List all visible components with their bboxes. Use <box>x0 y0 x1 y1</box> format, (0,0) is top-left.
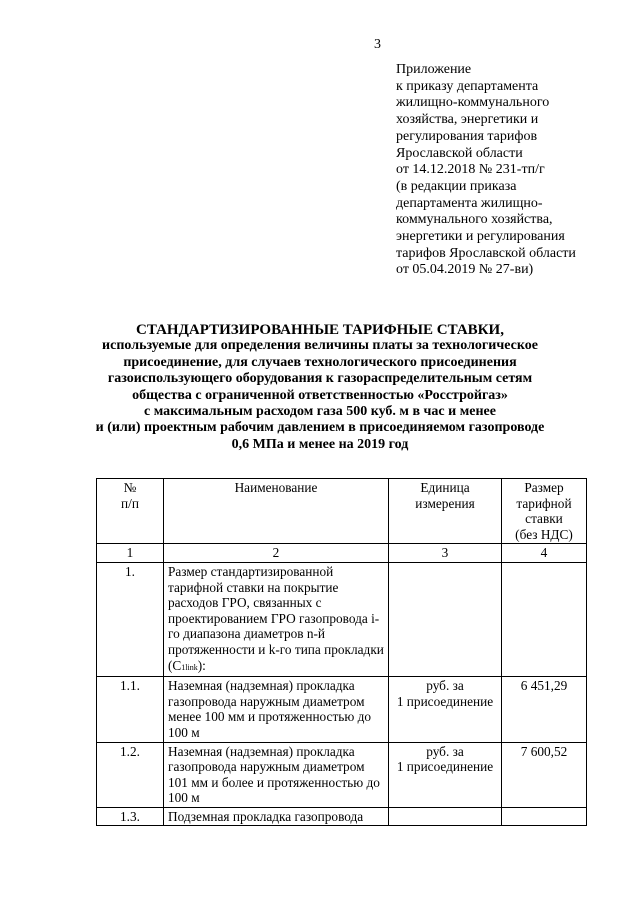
header-num <box>97 479 164 544</box>
title-line: общества с ограниченной ответственностью «Росстройгаз» <box>132 387 508 403</box>
row-num: 1.2. <box>97 742 164 807</box>
appendix-line: коммунального хозяйства, <box>396 212 553 228</box>
row-rate: 6 451,29 <box>502 677 587 742</box>
title-line: присоединение, для случаев технологического присоединения <box>123 354 517 370</box>
row-name-end: ): <box>197 657 206 673</box>
column-number: 3 <box>389 544 502 563</box>
header-rate <box>502 479 587 544</box>
row-unit-line: 1 присоединение <box>396 693 494 709</box>
header-rate-line: тарифной <box>516 495 572 511</box>
row-num: 1. <box>97 562 164 676</box>
appendix-line: к приказу департамента <box>396 78 539 94</box>
title-line: 0,6 МПа и менее на 2019 год <box>231 436 409 452</box>
page-number: 3 <box>374 37 381 52</box>
row-num: 1.3. <box>97 807 164 826</box>
table-row <box>97 677 587 742</box>
header-rate-line: Размер <box>524 480 564 495</box>
appendix-line: хозяйства, энергетики и <box>396 112 539 128</box>
column-number: 4 <box>502 544 587 563</box>
appendix-line: энергетики и регулирования <box>396 229 565 245</box>
row-name: Наземная (надземная) прокладка газопровода наружным диаметром 101 мм и более и протяженностью до 100 м <box>164 742 389 807</box>
column-number-row <box>97 544 587 563</box>
row-name: Наземная (надземная) прокладка газопровода наружным диаметром менее 100 мм и протяженностью до 100 м <box>164 677 389 742</box>
row-unit-line: 1 присоединение <box>396 759 494 775</box>
header-unit-line: измерения <box>415 495 475 511</box>
appendix-line: от 05.04.2019 № 27-ви) <box>396 262 534 278</box>
row-unit-line: руб. за <box>426 678 464 694</box>
column-number: 2 <box>164 544 389 563</box>
row-name-text: Размер стандартизированной тарифной ставки на покрытие расходов ГРО, связанных с проектированием ГРО газопровода i-го диапазона диаметров n-й протяженности и k-го типа прокладки (C <box>168 563 384 673</box>
table-row <box>97 742 587 807</box>
row-name: Подземная прокладка газопровода <box>164 807 389 826</box>
appendix-line: (в редакции приказа <box>396 178 517 194</box>
row-unit <box>389 742 502 807</box>
title-line: газоиспользующего оборудования к газораспределительным сетям <box>107 371 533 387</box>
row-rate <box>502 562 587 676</box>
row-unit <box>389 562 502 676</box>
title-line: и (или) проектным рабочим давлением в присоединяемом газопроводе <box>95 420 545 436</box>
row-unit <box>389 677 502 742</box>
header-name: Наименование <box>164 479 389 544</box>
appendix-line: Ярославской области <box>396 145 523 161</box>
row-name <box>164 562 389 676</box>
appendix-line: Приложение <box>396 62 472 77</box>
row-rate <box>502 807 587 826</box>
header-rate-line: (без НДС) <box>515 526 573 542</box>
header-num-line: № <box>123 480 137 495</box>
tariff-table <box>96 478 587 826</box>
column-number: 1 <box>97 544 164 563</box>
row-unit <box>389 807 502 826</box>
title-line: с максимальным расходом газа 500 куб. м в час и менее <box>144 404 496 420</box>
appendix-line: жилищно-коммунального <box>396 95 550 111</box>
appendix-line: департамента жилищно- <box>396 195 543 211</box>
appendix-line: тарифов Ярославской области <box>396 245 576 261</box>
header-unit-line: Единица <box>420 480 470 495</box>
header-rate-line: ставки <box>525 511 563 527</box>
appendix-line: регулирования тарифов <box>396 128 538 144</box>
title-main: СТАНДАРТИЗИРОВАННЫЕ ТАРИФНЫЕ СТАВКИ, <box>136 322 504 338</box>
appendix-line: от 14.12.2018 № 231-тп/г <box>396 162 545 178</box>
row-unit-line: руб. за <box>426 743 464 759</box>
appendix-note <box>396 62 636 279</box>
document-title <box>0 322 640 453</box>
title-line: используемые для определения величины платы за технологическое <box>102 338 538 354</box>
row-name-subscript: 1link <box>181 662 198 672</box>
header-num-line: п/п <box>121 495 139 511</box>
table-row <box>97 562 587 676</box>
header-unit <box>389 479 502 544</box>
row-num: 1.1. <box>97 677 164 742</box>
table-header-row <box>97 479 587 544</box>
table-row <box>97 807 587 826</box>
row-rate: 7 600,52 <box>502 742 587 807</box>
